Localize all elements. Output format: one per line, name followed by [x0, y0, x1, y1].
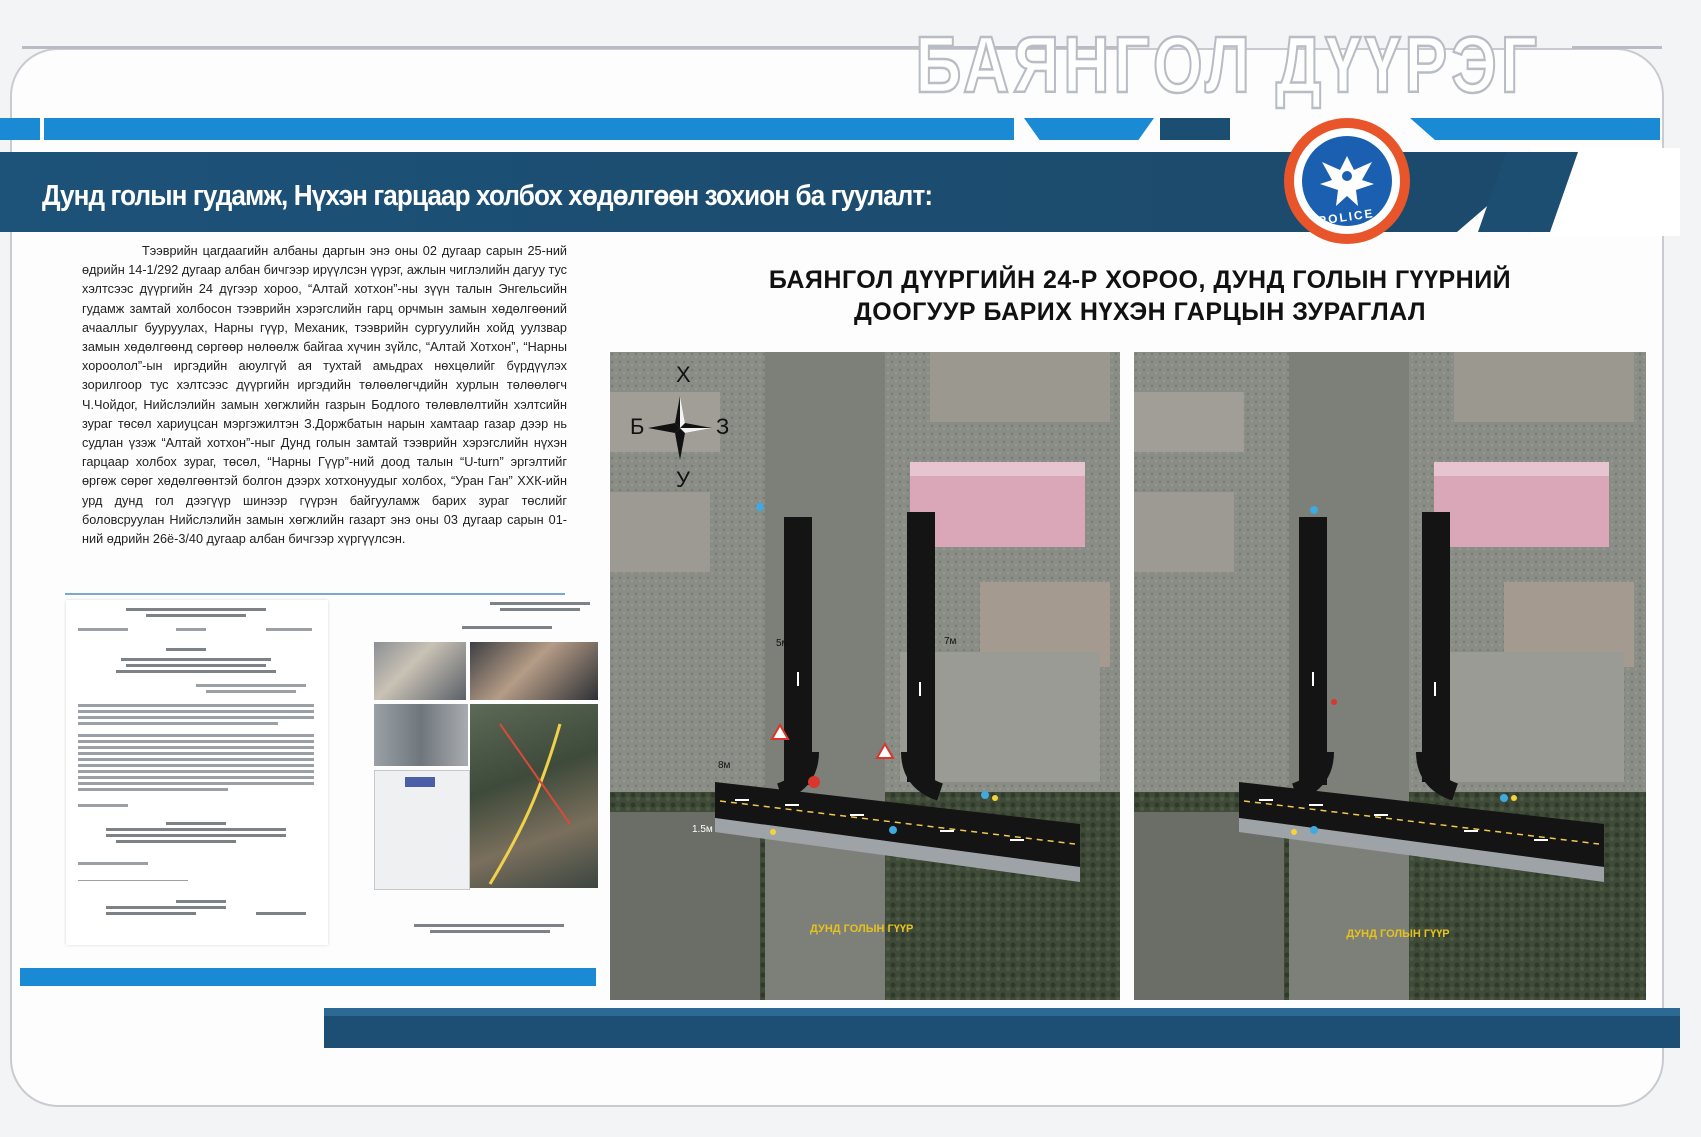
- district-title: БАЯНГОЛ ДҮҮРЭГ: [915, 19, 1541, 110]
- header-rule-right: [1572, 46, 1662, 49]
- article-text: Тээврийн цагдаагийн албаны даргын энэ оны 02 дугаар сарын 25-ний өдрийн 14-1/292 дугаар албан бичгээр ирүүлсэн үүрэг, ажлын чиглэлийн дагуу тус хэлтсээс дүүргийн 24 дүгээр хороо, “Алтай хотхон”-ны зүүн талын Энгельсийн гудамж замтай холбосон тээврийн хэрэгслийн гарц орчмын замын хөдөлгөөний ачааллыг бууруулах, Нарны гүүр, Механик, тээврийн сургуулийн хойд уулзвар замын хөдөлгөөнд сөргөөр нөлөөлж байгаа хүчин зүйлс, “Алтай Хотхон”, “Нарны хороолол”-ын иргэдийн аюулгүй ая тухтай амьдрах нөхцөлийг бүрдүүлэх зорилгоор тус хэлтсээс дүүргийн иргэдийн төлөөлөгчдийн хурлын төлөөлөгч Ч.Чойдог, Нийслэлийн замын хөгжлийн газрын Бодлого төлөвлөлтийн хэлтсийн зураг төсөл хариуцсан мэргэжилтэн З.Доржбатын нарын хамтаар газар дээр нь судлан үзэж “Алтай хотхон”-ныг Дунд голын замтай тээврийн хэрэгслийн нүхэн гарцаар холбох зураг, төсөл, “Нарны Гүүр”-ний доод талын “U-turn” эргэлтийг өргөж сөрөг хөдөлгөөнтэй болгон дээрх хотхонуудыг холбох, “Уран Ган” ХХК-ийн урд дунд гол дээгүүр шинээр гүүрэн байгууламж барих зураг төслийг боловсруулан Нийслэлийн замын хөгжлийн газарт энэ оны 03 дугаар сарын 01-ний өдрийн 26ё-3/40 дугаар албан бичгээр хүргүүлсэн.: [82, 244, 567, 547]
- compass-north-label: Х: [676, 362, 691, 387]
- map-title-line2: ДООГУУР БАРИХ НҮХЭН ГАРЦЫН ЗУРАГЛАЛ: [853, 298, 1427, 326]
- bottom-stripe-left: [20, 968, 596, 986]
- stripe: [0, 118, 40, 140]
- stripe: [44, 118, 1014, 140]
- compass-south-label: У: [676, 467, 690, 492]
- photo-inspection: [374, 642, 466, 700]
- river-label-right: ДУНД ГОЛЫН ГҮҮР: [1346, 928, 1450, 940]
- stripe: [1410, 118, 1660, 140]
- measurement-label: 1.5м: [692, 824, 713, 835]
- measurement-label: 5м: [776, 638, 789, 649]
- map-title-line1: БАЯНГОЛ ДҮҮРГИЙН 24-Р ХОРОО, ДУНД ГОЛЫН ГҮҮРНИЙ: [768, 266, 1512, 294]
- photo-design-map: [374, 704, 468, 766]
- photo-collage: [372, 600, 600, 890]
- photo-letter: [374, 770, 470, 890]
- official-letter-scan: [66, 600, 328, 945]
- satellite-map-clean: [1134, 352, 1646, 1000]
- stripe: [1024, 118, 1154, 140]
- river-label: ДУНД ГОЛЫН ГҮҮР: [810, 923, 914, 935]
- measurement-label: 7м: [944, 636, 957, 647]
- photo-satellite-route: [470, 704, 598, 888]
- compass-east-label: З: [716, 414, 730, 439]
- banner-title: Дунд голын гудамж, Нүхэн гарцаар холбох хөдөлгөөн зохион ба гуулалт:: [42, 180, 933, 212]
- photo-meeting: [470, 642, 598, 700]
- article-rule: [65, 593, 565, 595]
- measurement-label: 8м: [718, 760, 731, 771]
- bottom-stripe-highlight: [324, 1008, 1680, 1016]
- police-label: POLICE: [1317, 206, 1376, 228]
- satellite-map-labeled: [610, 352, 1120, 1000]
- compass-west-label: Б: [630, 414, 645, 439]
- stripe: [1160, 118, 1230, 140]
- police-emblem: [1284, 118, 1410, 244]
